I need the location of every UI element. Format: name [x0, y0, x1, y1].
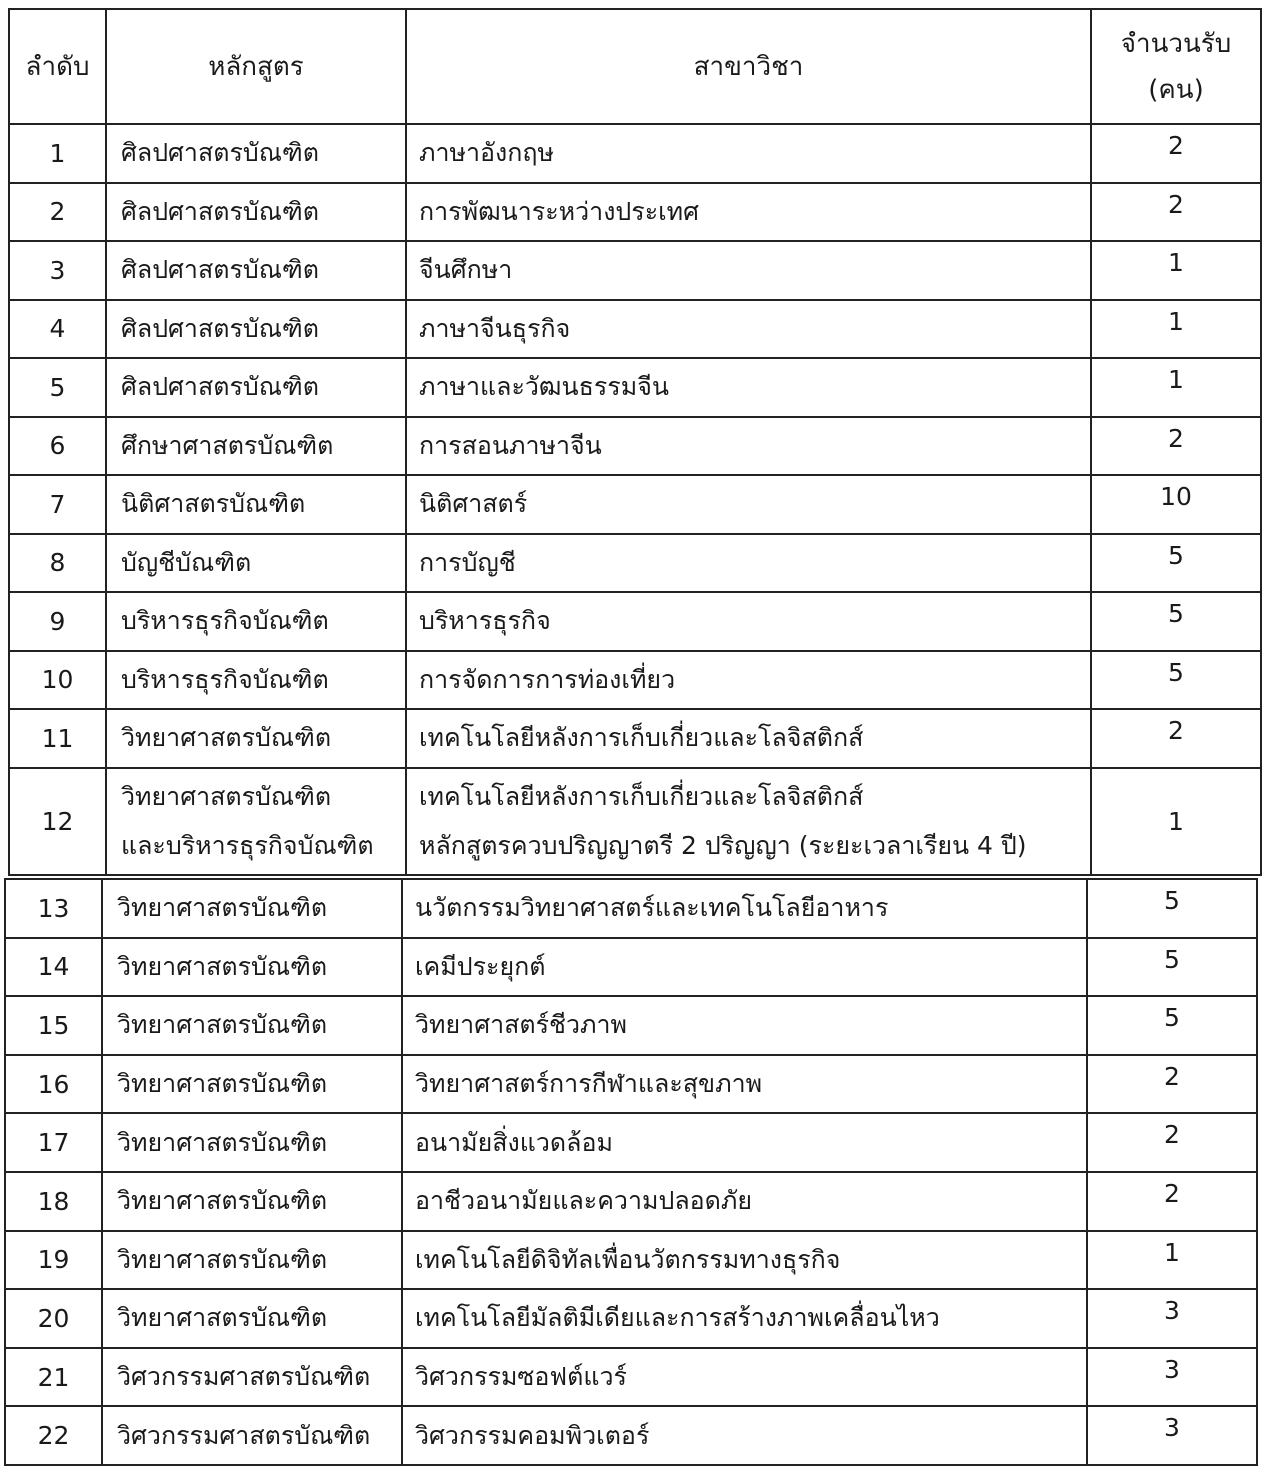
admission-count: 3 — [1087, 1348, 1257, 1407]
major-cell — [406, 300, 1091, 359]
major-cell — [402, 1348, 1087, 1407]
header-count-line1: จำนวนรับ — [1120, 28, 1232, 59]
table-row — [9, 183, 1261, 242]
row-number: 11 — [9, 709, 106, 768]
curriculum-line: วิทยาศาสตรบัณฑิต — [117, 893, 328, 923]
major-line: หลักสูตรควบปริญญาตรี 2 ปริญญา (ระยะเวลาเรียน 4 ปี) — [419, 831, 1027, 860]
row-number: 8 — [9, 534, 106, 593]
curriculum-cell — [102, 996, 402, 1055]
major-cell — [402, 1406, 1087, 1465]
major-line: เทคโนโลยีมัลติมีเดียและการสร้างภาพเคลื่อนไหว — [415, 1303, 940, 1333]
major-line: เทคโนโลยีหลังการเก็บเกี่ยวและโลจิสติกส์ — [419, 723, 864, 753]
table-row — [9, 768, 1261, 875]
admission-table-part-2 — [4, 878, 1258, 1466]
table-row — [5, 1231, 1257, 1290]
curriculum-cell — [102, 1289, 402, 1348]
admission-count: 2 — [1091, 417, 1261, 476]
curriculum-cell — [106, 417, 406, 476]
table-row — [9, 417, 1261, 476]
curriculum-line: วิทยาศาสตรบัณฑิต — [117, 1303, 328, 1333]
curriculum-cell — [106, 768, 406, 875]
admission-count: 2 — [1087, 1113, 1257, 1172]
major-line: การจัดการการท่องเที่ยว — [419, 664, 676, 694]
curriculum-cell — [102, 1055, 402, 1114]
major-cell — [406, 183, 1091, 242]
curriculum-line: วิศวกรรมศาสตรบัณฑิต — [117, 1420, 371, 1450]
admission-count: 10 — [1091, 475, 1261, 534]
curriculum-line: ศึกษาศาสตรบัณฑิต — [121, 430, 334, 460]
table-row — [9, 300, 1261, 359]
major-cell — [406, 651, 1091, 710]
curriculum-line: วิทยาศาสตรบัณฑิต — [117, 1244, 328, 1274]
curriculum-cell — [106, 475, 406, 534]
table-row — [9, 241, 1261, 300]
row-number: 20 — [5, 1289, 102, 1348]
row-number: 5 — [9, 358, 106, 417]
admission-count: 2 — [1091, 124, 1261, 183]
major-cell — [402, 1055, 1087, 1114]
table-row — [9, 592, 1261, 651]
admission-count: 5 — [1091, 651, 1261, 710]
curriculum-line: ศิลปศาสตรบัณฑิต — [121, 255, 319, 285]
curriculum-cell — [106, 300, 406, 359]
curriculum-line: วิทยาศาสตรบัณฑิต — [117, 1069, 328, 1099]
curriculum-cell — [102, 879, 402, 938]
curriculum-line: บัญชีบัณฑิต — [121, 547, 252, 577]
curriculum-cell — [106, 709, 406, 768]
major-cell — [406, 124, 1091, 183]
major-cell — [406, 475, 1091, 534]
row-number: 7 — [9, 475, 106, 534]
curriculum-line: วิทยาศาสตรบัณฑิต — [117, 1127, 328, 1157]
row-number: 13 — [5, 879, 102, 938]
row-number: 18 — [5, 1172, 102, 1231]
row-number: 22 — [5, 1406, 102, 1465]
major-line: การพัฒนาระหว่างประเทศ — [419, 196, 700, 226]
row-number: 4 — [9, 300, 106, 359]
curriculum-line: บริหารธุรกิจบัณฑิต — [121, 606, 329, 636]
table-row — [5, 1289, 1257, 1348]
major-line: นวัตกรรมวิทยาศาสตร์และเทคโนโลยีอาหาร — [415, 893, 889, 923]
row-number: 6 — [9, 417, 106, 476]
curriculum-cell — [106, 241, 406, 300]
admission-count: 2 — [1087, 1055, 1257, 1114]
table-row — [9, 124, 1261, 183]
major-line: ภาษาจีนธุรกิจ — [419, 313, 571, 343]
major-line: วิศวกรรมคอมพิวเตอร์ — [415, 1420, 650, 1450]
curriculum-line: วิทยาศาสตรบัณฑิต — [121, 782, 332, 811]
curriculum-cell — [102, 1172, 402, 1231]
row-number: 16 — [5, 1055, 102, 1114]
curriculum-cell — [102, 1406, 402, 1465]
admission-count: 5 — [1091, 592, 1261, 651]
admission-count: 1 — [1087, 1231, 1257, 1290]
table-row — [5, 1348, 1257, 1407]
major-line: เทคโนโลยีหลังการเก็บเกี่ยวและโลจิสติกส์ — [419, 782, 864, 811]
admission-count: 5 — [1091, 534, 1261, 593]
curriculum-line: ศิลปศาสตรบัณฑิต — [121, 313, 319, 343]
major-cell — [406, 592, 1091, 651]
admission-count: 2 — [1091, 709, 1261, 768]
row-number: 15 — [5, 996, 102, 1055]
major-line: บริหารธุรกิจ — [419, 606, 551, 636]
row-number: 19 — [5, 1231, 102, 1290]
admission-count: 1 — [1091, 241, 1261, 300]
admission-count: 2 — [1091, 183, 1261, 242]
curriculum-cell — [106, 183, 406, 242]
curriculum-cell — [106, 124, 406, 183]
major-line: ภาษาและวัฒนธรรมจีน — [419, 372, 669, 402]
major-cell — [402, 1289, 1087, 1348]
curriculum-line: วิทยาศาสตรบัณฑิต — [117, 1186, 328, 1216]
header-major: สาขาวิชา — [406, 9, 1091, 124]
row-number: 10 — [9, 651, 106, 710]
admission-count: 5 — [1087, 996, 1257, 1055]
major-line: จีนศึกษา — [419, 255, 513, 285]
curriculum-line: วิทยาศาสตรบัณฑิต — [117, 1010, 328, 1040]
curriculum-cell — [106, 592, 406, 651]
row-number: 21 — [5, 1348, 102, 1407]
table-row — [9, 358, 1261, 417]
major-line: เทคโนโลยีดิจิทัลเพื่อนวัตกรรมทางธุรกิจ — [415, 1244, 841, 1274]
header-count — [1091, 9, 1261, 124]
row-number: 9 — [9, 592, 106, 651]
major-line: การบัญชี — [419, 547, 516, 577]
major-line: การสอนภาษาจีน — [419, 430, 602, 460]
table-row — [9, 475, 1261, 534]
curriculum-cell — [102, 938, 402, 997]
curriculum-line: ศิลปศาสตรบัณฑิต — [121, 372, 319, 402]
row-number: 1 — [9, 124, 106, 183]
table-row — [5, 996, 1257, 1055]
row-number: 17 — [5, 1113, 102, 1172]
major-cell — [402, 1172, 1087, 1231]
curriculum-line: วิทยาศาสตรบัณฑิต — [121, 723, 332, 753]
curriculum-cell — [102, 1113, 402, 1172]
row-number: 14 — [5, 938, 102, 997]
curriculum-line: วิทยาศาสตรบัณฑิต — [117, 951, 328, 981]
row-number: 2 — [9, 183, 106, 242]
major-cell — [406, 534, 1091, 593]
curriculum-line: ศิลปศาสตรบัณฑิต — [121, 196, 319, 226]
admission-count: 5 — [1087, 938, 1257, 997]
major-cell — [406, 241, 1091, 300]
major-line: วิศวกรรมซอฟต์แวร์ — [415, 1362, 627, 1392]
major-cell — [402, 996, 1087, 1055]
major-line: เคมีประยุกต์ — [415, 951, 546, 981]
table-row — [5, 1113, 1257, 1172]
major-line: วิทยาศาสตร์ชีวภาพ — [415, 1010, 628, 1040]
table-row — [9, 651, 1261, 710]
major-cell — [406, 768, 1091, 875]
curriculum-cell — [106, 358, 406, 417]
curriculum-cell — [102, 1348, 402, 1407]
curriculum-cell — [106, 651, 406, 710]
curriculum-line: วิศวกรรมศาสตรบัณฑิต — [117, 1362, 371, 1392]
major-cell — [402, 1231, 1087, 1290]
admission-count: 1 — [1091, 358, 1261, 417]
curriculum-line: และบริหารธุรกิจบัณฑิต — [121, 831, 374, 860]
curriculum-line: บริหารธุรกิจบัณฑิต — [121, 664, 329, 694]
curriculum-cell — [106, 534, 406, 593]
header-curriculum: หลักสูตร — [106, 9, 406, 124]
row-number: 3 — [9, 241, 106, 300]
admission-count: 5 — [1087, 879, 1257, 938]
major-line: อาชีวอนามัยและความปลอดภัย — [415, 1186, 753, 1216]
row-number: 12 — [9, 768, 106, 875]
admission-count: 1 — [1091, 768, 1261, 875]
table-row — [9, 534, 1261, 593]
major-line: วิทยาศาสตร์การกีฬาและสุขภาพ — [415, 1069, 763, 1099]
admission-count: 3 — [1087, 1406, 1257, 1465]
major-cell — [402, 1113, 1087, 1172]
table-row — [5, 1172, 1257, 1231]
major-cell — [406, 358, 1091, 417]
curriculum-line: ศิลปศาสตรบัณฑิต — [121, 138, 319, 168]
table-row — [5, 879, 1257, 938]
major-cell — [402, 879, 1087, 938]
table-row — [5, 1406, 1257, 1465]
curriculum-cell — [102, 1231, 402, 1290]
table-row — [5, 1055, 1257, 1114]
table-row — [9, 709, 1261, 768]
admission-table-part-1 — [8, 8, 1262, 876]
curriculum-line: นิติศาสตรบัณฑิต — [121, 489, 306, 519]
major-cell — [406, 417, 1091, 476]
major-cell — [406, 709, 1091, 768]
table-header-row — [9, 9, 1261, 124]
admission-count: 3 — [1087, 1289, 1257, 1348]
major-line: ภาษาอังกฤษ — [419, 138, 555, 168]
header-no: ลำดับ — [9, 9, 106, 124]
admission-count: 1 — [1091, 300, 1261, 359]
table-row — [5, 938, 1257, 997]
major-line: นิติศาสตร์ — [419, 489, 528, 519]
header-count-line2: (คน) — [1148, 74, 1204, 105]
admission-count: 2 — [1087, 1172, 1257, 1231]
major-line: อนามัยสิ่งแวดล้อม — [415, 1127, 613, 1157]
major-cell — [402, 938, 1087, 997]
